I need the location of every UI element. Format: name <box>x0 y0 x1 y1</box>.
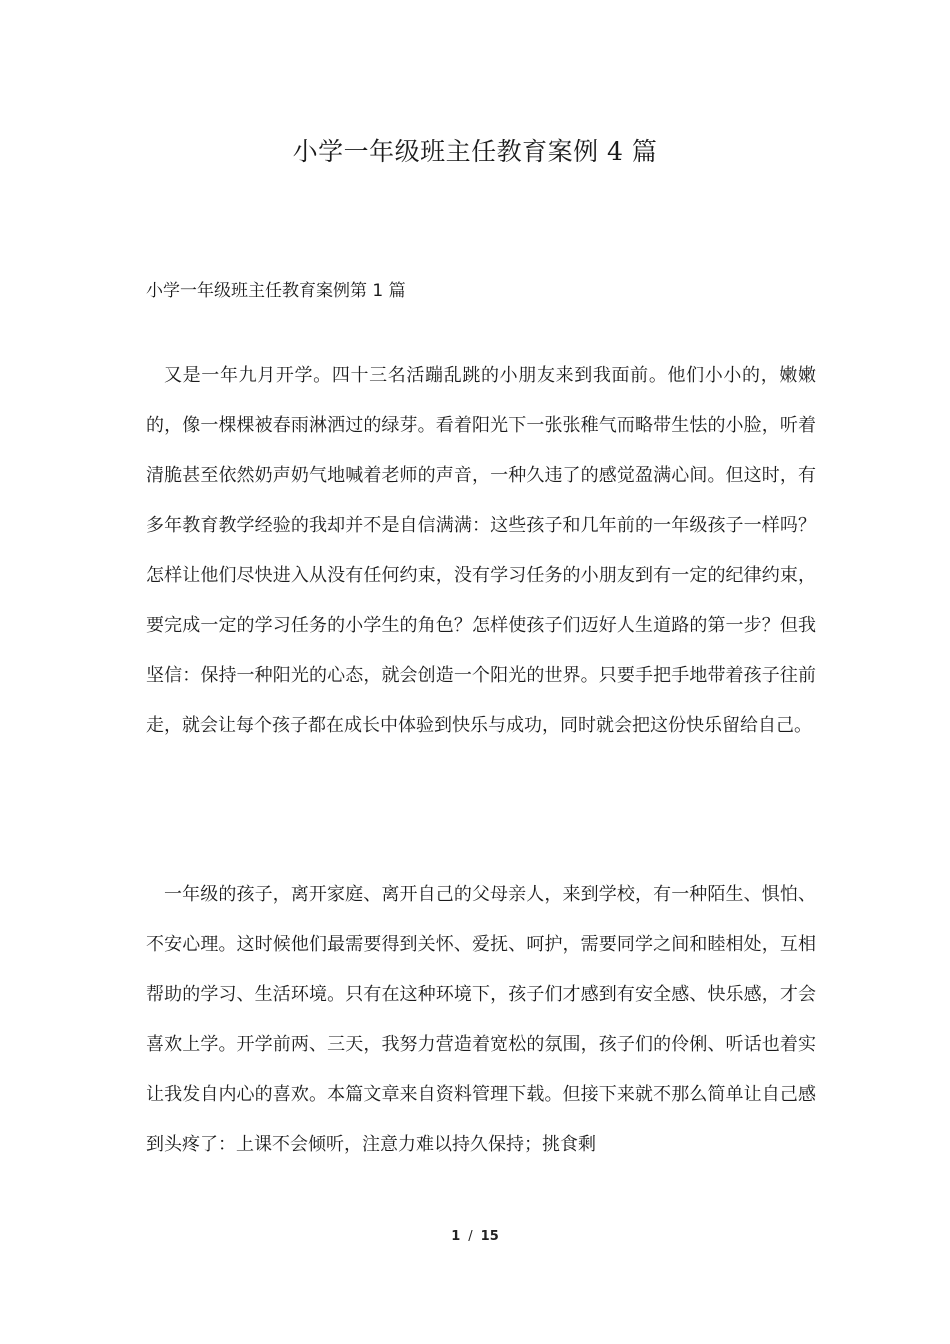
document-title: 小学一年级班主任教育案例 4 篇 <box>292 137 658 166</box>
body-paragraph: 一年级的孩子，离开家庭、离开自己的父母亲人，来到学校，有一种陌生、惧怕、不安心理。这时候他们最需要得到关怀、爱抚、呵护，需要同学之间和睦相处，互相帮助的学习、生活环境。只有在这种环境下，孩子们才感到有安全感、快乐感，才会喜欢上学。开学前两、三天，我努力营造着宽松的氛围，孩子们的伶俐、听话也着实让我发自内心的喜欢。本篇文章来自资料管理下载。但接下来就不那么简单让自己感到头疼了：上课不会倾听，注意力难以持久保持；挑食剩 <box>146 884 816 1155</box>
total-pages-number: 15 <box>480 1229 499 1244</box>
page-separator: / <box>468 1229 473 1244</box>
current-page-number: 1 <box>451 1229 461 1244</box>
section-heading: 小学一年级班主任教育案例第 1 篇 <box>146 281 406 301</box>
body-paragraph: 又是一年九月开学。四十三名活蹦乱跳的小朋友来到我面前。他们小小的，嫩嫩的，像一棵棵被春雨淋洒过的绿芽。看着阳光下一张张稚气而略带生怯的小脸，听着清脆甚至依然奶声奶气地喊着老师的声音，一种久违了的感觉盈满心间。但这时，有多年教育教学经验的我却并不是自信满满：这些孩子和几年前的一年级孩子一样吗？怎样让他们尽快进入从没有任何约束，没有学习任务的小朋友到有一定的纪律约束，要完成一定的学习任务的小学生的角色？怎样使孩子们迈好人生道路的第一步？但我坚信：保持一种阳光的心态，就会创造一个阳光的世界。只要手把手地带着孩子往前走，就会让每个孩子都在成长中体验到快乐与成功，同时就会把这份快乐留给自己。 <box>146 365 816 736</box>
page-number-footer <box>0 1229 950 1244</box>
